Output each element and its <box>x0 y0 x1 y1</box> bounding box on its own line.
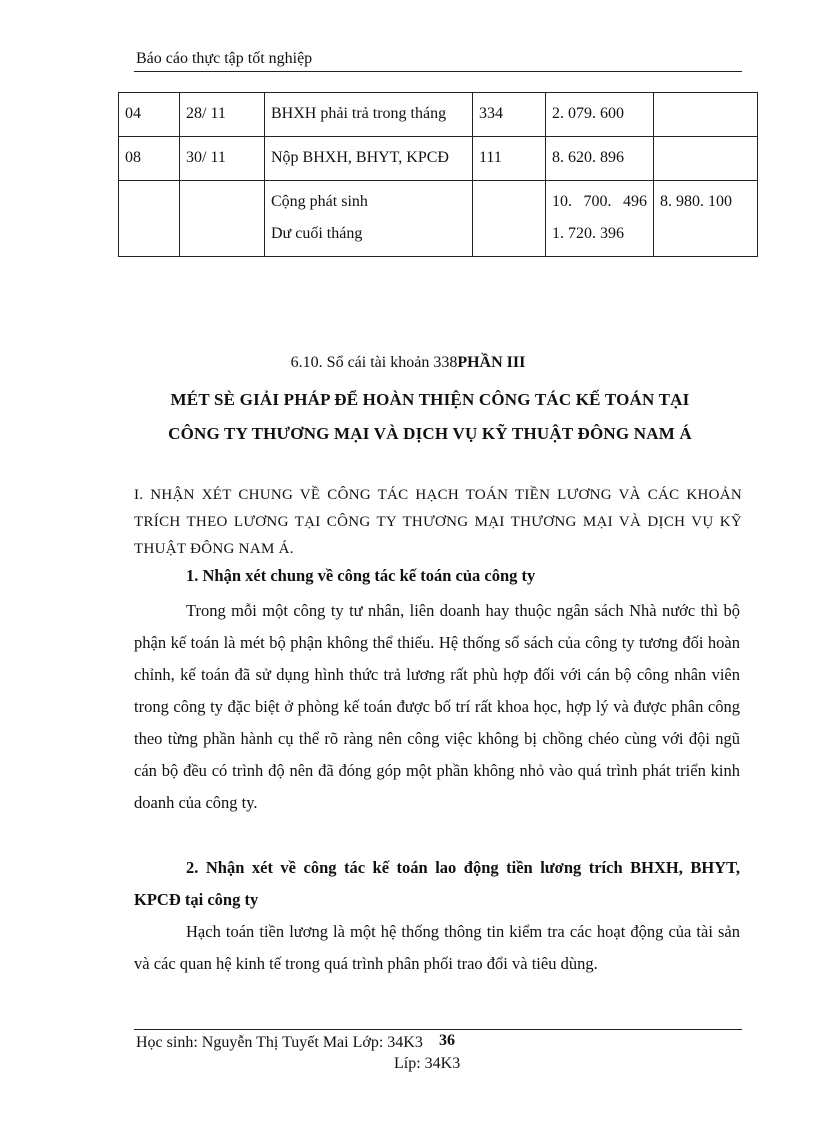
table-cell-account: 334 <box>473 93 546 137</box>
table-cell-no: 04 <box>119 93 180 137</box>
part-label: PHẦN III <box>457 354 526 371</box>
table-cell-amount: 2. 079. 600 <box>546 93 654 137</box>
table-cell-date <box>180 181 265 257</box>
table-cell-no: 08 <box>119 137 180 181</box>
total-label: Cộng phát sinh <box>271 193 368 210</box>
table-cell-amount: 8. 620. 896 <box>546 137 654 181</box>
table-cell-extra <box>654 93 758 137</box>
header-divider <box>134 71 742 72</box>
section-caption <box>0 354 816 372</box>
table-row <box>119 93 758 137</box>
table-cell-extra <box>654 137 758 181</box>
heading-1: 1. Nhận xét chung về công tác kế toán của công ty <box>186 566 536 585</box>
closing-balance-label: Dư cuối tháng <box>271 225 363 242</box>
ledger-table <box>118 92 758 257</box>
table-cell-no <box>119 181 180 257</box>
table-cell-desc <box>265 181 473 257</box>
footer-divider <box>134 1029 742 1030</box>
table-cell-date: 30/ 11 <box>180 137 265 181</box>
table-cell-desc: Nộp BHXH, BHYT, KPCĐ <box>265 137 473 181</box>
table-cell-account: 111 <box>473 137 546 181</box>
chapter-title <box>118 383 742 451</box>
paragraph-1: Trong mỗi một công ty tư nhân, liên doanh hay thuộc ngân sách Nhà nước thì bộ phận kế toán là mét bộ phận không thể thiếu. Hệ thống sổ sách của công ty tương đối hoàn chỉnh, kế toán đã sử dụng hình thức trả lương rất phù hợp đối với cán bộ công nhân viên trong công ty đặc biệt ở phòng kế toán được bố trí rất khoa học, hợp lý và được phân công theo từng phần hành cụ thể rõ ràng nên công việc không bị chồng chéo cùng với đội ngũ cán bộ đều có trình độ nên đã đóng góp một phần không nhỏ vào quá trình phát triển kinh doanh của công ty. <box>134 601 740 812</box>
caption-text: 6.10. Sổ cái tài khoản 338 <box>290 354 458 371</box>
chapter-title-line-2: CÔNG TY THƯƠNG MẠI VÀ DỊCH VỤ KỸ THUẬT ĐÔNG NAM Á <box>168 424 692 443</box>
total-amount: 10. 700. 496 <box>552 193 647 210</box>
page-number: 36 <box>439 1032 455 1049</box>
footer-student: Học sinh: Nguyễn Thị Tuyết Mai Lớp: 34K3 <box>136 1034 423 1051</box>
table-cell-date: 28/ 11 <box>180 93 265 137</box>
section-subheading: I. NHẬN XÉT CHUNG VỀ CÔNG TÁC HẠCH TOÁN TIỀN LƯƠNG VÀ CÁC KHOẢN TRÍCH THEO LƯƠNG TẠI CÔNG TY THƯƠNG MẠI THƯƠNG MẠI VÀ DỊCH VỤ KỸ THUẬT ĐÔNG NAM Á. <box>134 487 742 557</box>
heading-2: 2. Nhận xét về công tác kế toán lao động tiền lương trích BHXH, BHYT, KPCĐ tại công ty <box>134 858 740 909</box>
closing-balance-amount: 1. 720. 396 <box>552 225 624 242</box>
chapter-title-line-1: MÉT SÈ GIẢI PHÁP ĐỂ HOÀN THIỆN CÔNG TÁC KẾ TOÁN TẠI <box>170 390 690 409</box>
footer-class: Líp: 34K3 <box>394 1055 461 1072</box>
table-row-totals <box>119 181 758 257</box>
paragraph-2: Hạch toán tiền lương là một hệ thống thông tin kiểm tra các hoạt động của tài sản và các quan hệ kinh tế trong quá trình phân phối trao đổi và tiêu dùng. <box>134 922 740 973</box>
page-header-title: Báo cáo thực tập tốt nghiệp <box>136 50 313 67</box>
table-row <box>119 137 758 181</box>
table-cell-account <box>473 181 546 257</box>
table-cell-desc: BHXH phải trả trong tháng <box>265 93 473 137</box>
table-cell-extra: 8. 980. 100 <box>654 181 758 257</box>
table-cell-amount <box>546 181 654 257</box>
